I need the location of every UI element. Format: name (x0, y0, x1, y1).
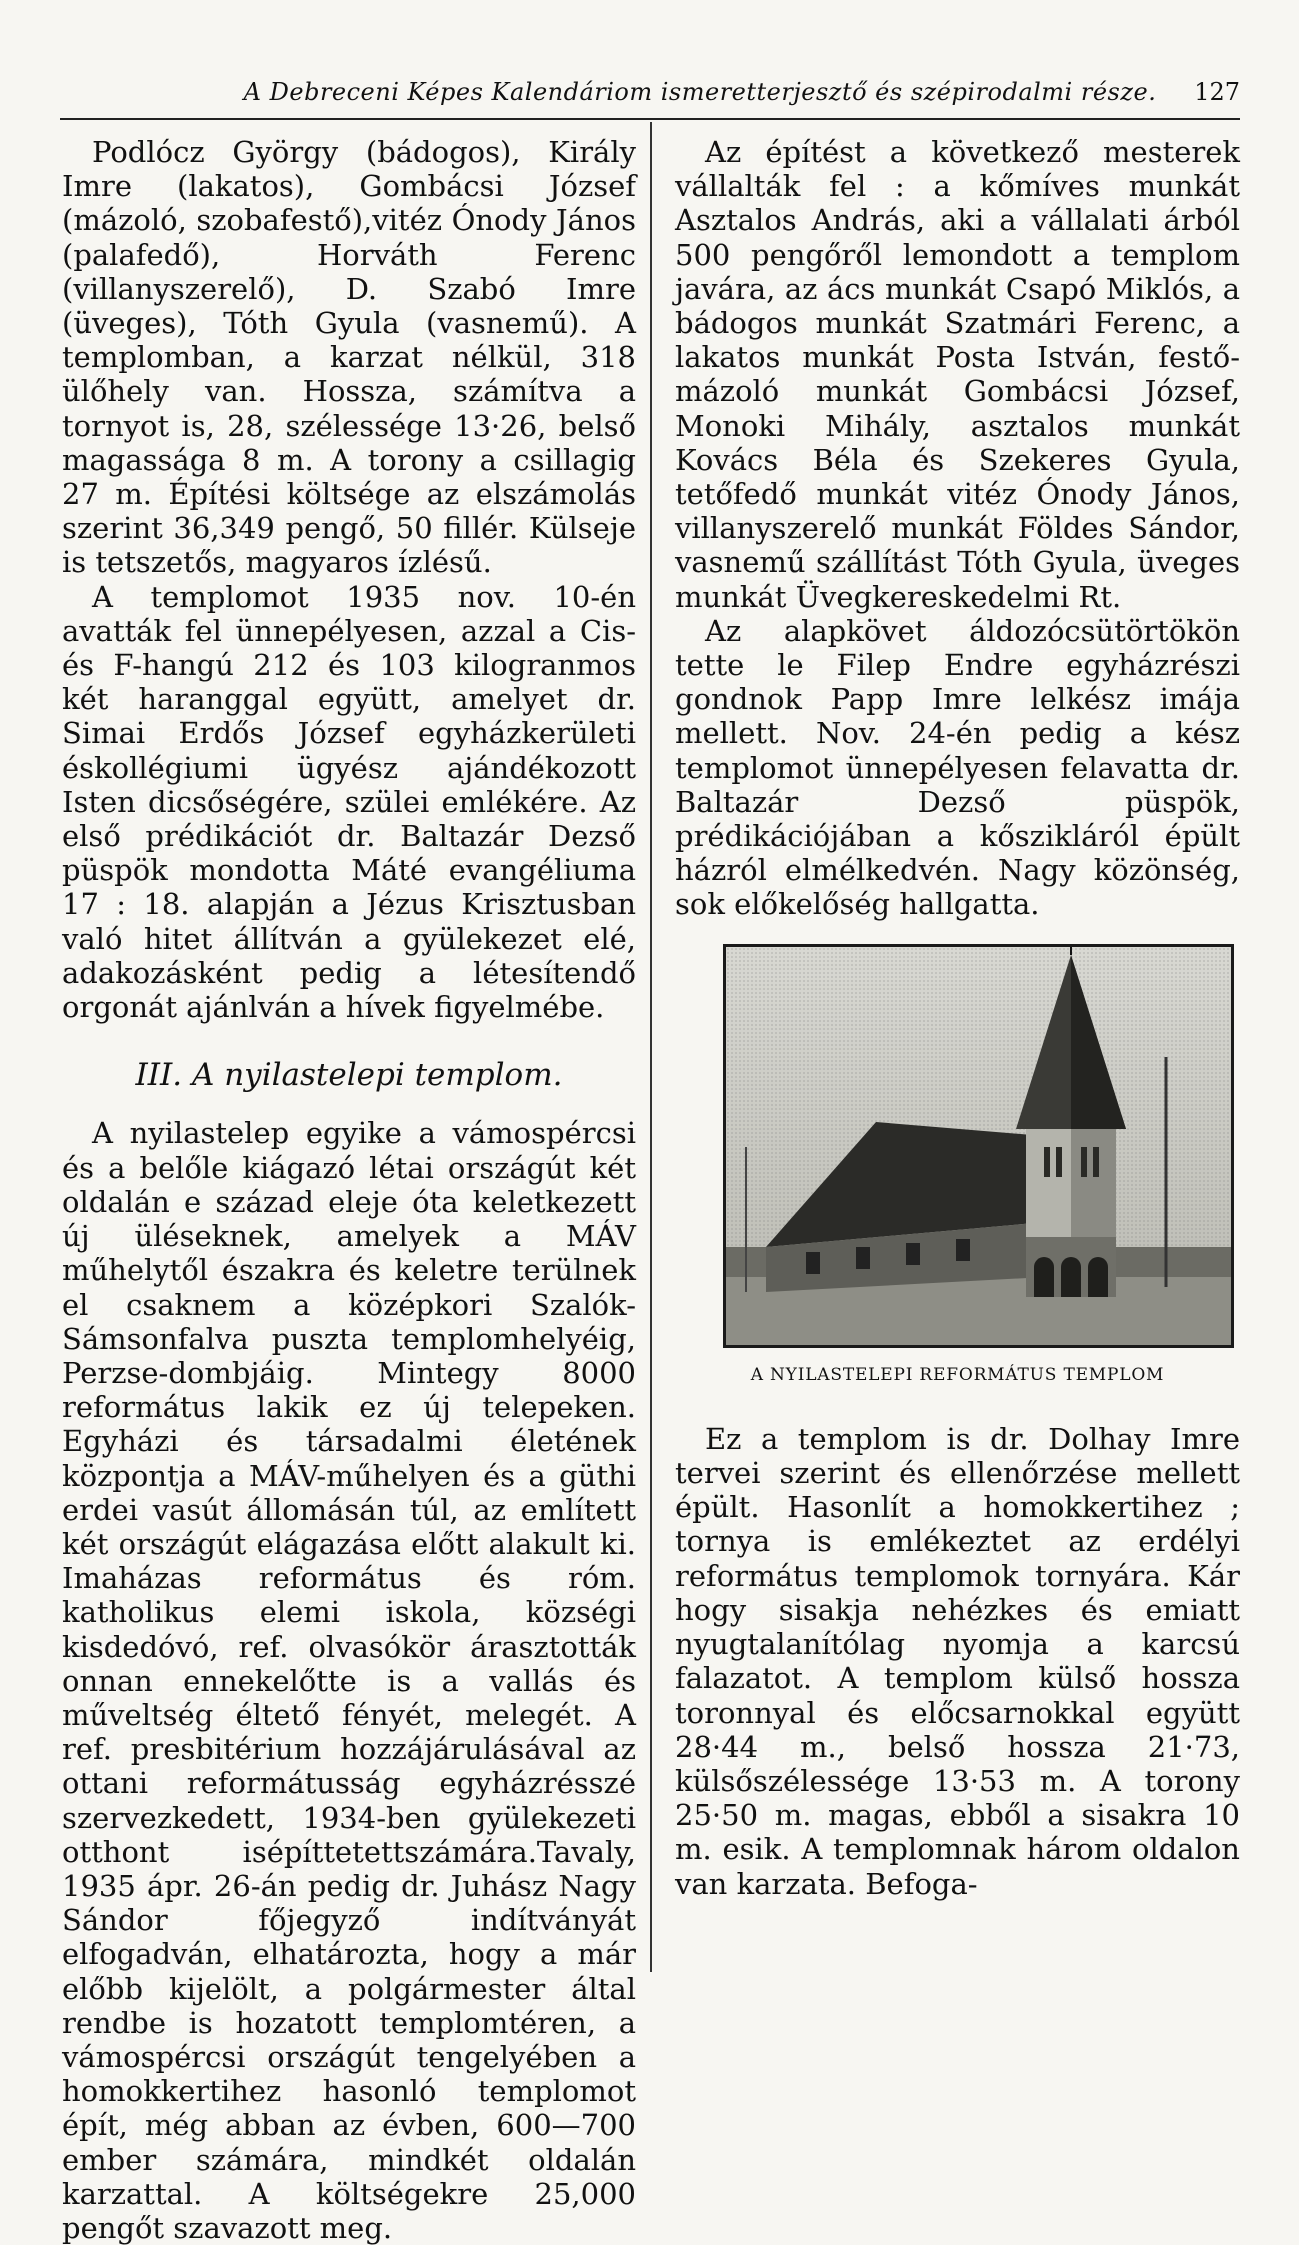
running-head: A Debreceni Képes Kalendáriom ismeretterjesztő és szépirodalmi része. (243, 78, 1157, 106)
left-column (62, 135, 636, 2245)
paragraph: Az alapkövet áldozócsütörtökön tette le Filep Endre egyházrészi gondnok Papp Imre lelkész imája mellett. Nov. 24-én pedig a kész templomot ünnepélyesen felavatta dr. Baltazár Dezső püspök, prédikációjában a kőszikláról épült házról elmélkedvén. Nagy közönség, sok előkelőség hallgatta. (675, 613, 1240, 922)
page-header (60, 78, 1240, 118)
page-number: 127 (1194, 78, 1240, 106)
header-rule (60, 118, 1240, 120)
right-column (675, 135, 1240, 1901)
church-photo (723, 944, 1234, 1348)
paragraph: A nyilastelep egyike a vámospércsi és a belőle kiágazó létai országút két oldalán e század eleje óta keletkezett új üléseknek, amelyek a MÁV műhelytől északra és keletre terülnek el csaknem a középkori Szalók-Sámsonfalva puszta templomhelyéig, Perzse-dombjáig. Mintegy 8000 református lakik ez új telepeken. Egyházi és társadalmi életének központja a MÁV-műhelyen és a güthi erdei vasút állomásán túl, az említett két országút elágazása előtt alakult ki. Imaházas református és róm. katholikus elemi iskola, községi kisdedóvó, ref. olvasókör árasztották onnan ennekelőtte is a vallás és műveltség éltető fényét, melegét. A ref. presbitérium hozzájárulásával az ottani reformátusság egyházrésszé szervezkedett, 1934-ben gyülekezeti otthont isépíttetettszámára.Tavaly, 1935 ápr. 26-án pedig dr. Juhász Nagy Sándor főjegyző indítványát elfogadván, elhatározta, hogy a már előbb kijelölt, a polgármester által rendbe is hozatott templomtéren, a vámospércsi országút tengelyében a homokkertihez hasonló templomot épít, még abban az évben, 600—700 ember számára, mindkét oldalán karzattal. A költségekre 25,000 pengőt szavazott meg. (62, 1116, 636, 2245)
paragraph: Ez a templom is dr. Dolhay Imre tervei szerint és ellenőrzése mellett épült. Hasonlít a homokkertihez ; tornya is emlékeztet az erdélyi református templomok tornyára. Kár hogy sisakja nehézkes és emiatt nyugtalanítólag nyomja a karcsú falazatot. A templom külső hossza toronnyal és előcsarnokkal együtt 28·44 m., belső hossza 21·73, külsőszélessége 13·53 m. A torony 25·50 m. magas, ebből a sisakra 10 m. esik. A templomnak három oldalon van karzata. Befoga- (675, 1421, 1240, 1901)
figure-caption: A NYILASTELEPI REFORMÁTUS TEMPLOM (750, 1364, 1165, 1385)
column-rule (650, 122, 652, 1972)
paragraph: Podlócz György (bádogos), Király Imre (lakatos), Gombácsi József (mázoló, szobafestő),vitéz Ónody János (palafedő), Horváth Ferenc (villanyszerelő), D. Szabó Imre (üveges), Tóth Gyula (vasnemű). A templomban, a karzat nélkül, 318 ülőhely van. Hossza, számítva a tornyot is, 28, szélessége 13·26, belső magassága 8 m. A torony a csillagig 27 m. Építési költsége az elszámolás szerint 36,349 pengő, 50 fillér. Külseje is tetszetős, magyaros ízlésű. (62, 135, 636, 580)
section-title: III. A nyilastelepi templom. (135, 1057, 563, 1094)
church-photo-illustration (726, 947, 1231, 1345)
figure (675, 944, 1240, 1392)
paragraph: A templomot 1935 nov. 10-én avatták fel ünnepélyesen, azzal a Cis- és F-hangú 212 és 103 kilogranmos két haranggal együtt, amelyet dr. Simai Erdős József egyházkerületi éskollégiumi ügyész ajándékozott Isten dicsőségére, szülei emlékére. Az első prédikációt dr. Baltazár Dezső püspök mondotta Máté evangéliuma 17 : 18. alapján a Jézus Krisztusban való hitet állítván a gyülekezet elé, adakozásként pedig a létesítendő orgonát ajánlván a hívek figyelmébe. (62, 579, 636, 1025)
paragraph: Az építést a következő mesterek vállalták fel : a kőmíves munkát Asztalos András, aki a vállalati árból 500 pengőről lemondott a templom javára, az ács munkát Csapó Miklós, a bádogos munkát Szatmári Ferenc, a lakatos munkát Posta István, festő-mázoló munkát Gombácsi József, Monoki Mihály, asztalos munkát Kovács Béla és Szekeres Gyula, tetőfedő munkát vitéz Ónody János, villanyszerelő munkát Földes Sándor, vasnemű szállítást Tóth Gyula, üveges munkát Üvegkereskedelmi Rt. (675, 135, 1240, 614)
